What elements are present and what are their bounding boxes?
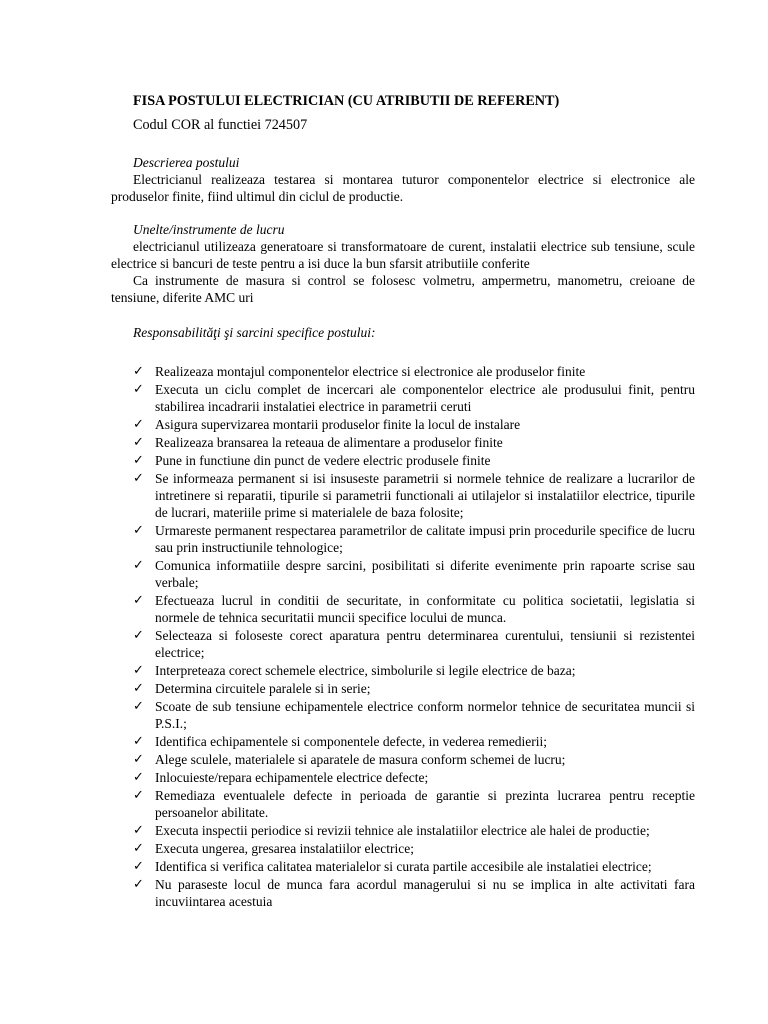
checkmark-icon: ✓	[133, 663, 144, 678]
list-item	[133, 522, 695, 556]
checkmark-icon: ✓	[133, 453, 144, 468]
list-item-text: Interpreteaza corect schemele electrice, simbolurile si legile electrice de baza;	[155, 663, 576, 678]
list-item-text: Inlocuieste/repara echipamentele electrice defecte;	[155, 770, 429, 785]
checkmark-icon: ✓	[133, 435, 144, 450]
list-item-text: Executa inspectii periodice si revizii tehnice ale instalatiilor electrice ale halei de productie;	[155, 823, 650, 838]
document-title: FISA POSTULUI ELECTRICIAN (CU ATRIBUTII DE REFERENT)	[133, 93, 560, 109]
list-item	[133, 662, 695, 679]
checkmark-icon: ✓	[133, 382, 144, 397]
checkmark-icon: ✓	[133, 823, 144, 838]
checkmark-icon: ✓	[133, 752, 144, 767]
cor-code: Codul COR al functiei 724507	[133, 117, 308, 133]
list-item-text: Realizeaza montajul componentelor electrice si electronice ale produselor finite	[155, 364, 586, 379]
checkmark-icon: ✓	[133, 770, 144, 785]
list-item	[133, 840, 695, 857]
list-item	[133, 680, 695, 697]
list-item	[133, 822, 695, 839]
checkmark-icon: ✓	[133, 681, 144, 696]
list-item	[133, 452, 695, 469]
document-body	[111, 92, 695, 911]
list-item-text: Scoate de sub tensiune echipamentele electrice conform normelor tehnice de securitatea muncii si P.S.I.;	[155, 699, 695, 731]
list-item-text: Selecteaza si foloseste corect aparatura pentru determinarea curentului, tensiunii si rezistentei electrice;	[155, 628, 695, 660]
tools-heading: Unelte/instrumente de lucru	[133, 222, 285, 237]
list-item-text: Identifica echipamentele si componentele defecte, in vederea remedierii;	[155, 734, 548, 749]
list-item	[133, 381, 695, 415]
responsibilities-list	[111, 363, 695, 910]
list-item-text: Executa un ciclu complet de incercari ale componentelor electrice ale produsului finit, pentru stabilirea incadrarii instalatiei electrice in parametrii ceruti	[155, 382, 695, 414]
checkmark-icon: ✓	[133, 417, 144, 432]
list-item	[133, 876, 695, 910]
list-item	[133, 769, 695, 786]
list-item-text: Identifica si verifica calitatea materialelor si curata partile accesibile ale instalatiei electrice;	[155, 859, 652, 874]
list-item-text: Remediaza eventualele defecte in perioada de garantie si prezinta lucrarea pentru receptie persoanelor abilitate.	[155, 788, 695, 820]
list-item-text: Efectueaza lucrul in conditii de securitate, in conformitate cu politica societatii, legislatia si normele de tehnica securitatii muncii specifice locului de munca.	[155, 593, 695, 625]
checkmark-icon: ✓	[133, 471, 144, 486]
list-item-text: Alege sculele, materialele si aparatele de masura conform schemei de lucru;	[155, 752, 566, 767]
checkmark-icon: ✓	[133, 841, 144, 856]
list-item-text: Realizeaza bransarea la reteaua de alimentare a produselor finite	[155, 435, 503, 450]
list-item-text: Executa ungerea, gresarea instalatiilor electrice;	[155, 841, 414, 856]
checkmark-icon: ✓	[133, 877, 144, 892]
list-item	[133, 557, 695, 591]
checkmark-icon: ✓	[133, 859, 144, 874]
list-item	[133, 787, 695, 821]
list-item	[133, 416, 695, 433]
list-item	[133, 858, 695, 875]
list-item	[133, 627, 695, 661]
description-heading: Descrierea postului	[133, 155, 240, 170]
list-item	[133, 751, 695, 768]
checkmark-icon: ✓	[133, 523, 144, 538]
checkmark-icon: ✓	[133, 788, 144, 803]
checkmark-icon: ✓	[133, 593, 144, 608]
list-item	[133, 470, 695, 521]
list-item-text: Asigura supervizarea montarii produselor finite la locul de instalare	[155, 417, 521, 432]
checkmark-icon: ✓	[133, 364, 144, 379]
list-item-text: Pune in functiune din punct de vedere electric produsele finite	[155, 453, 491, 468]
responsibilities-heading: Responsabilităţi şi sarcini specifice postului:	[133, 325, 376, 340]
list-item	[133, 363, 695, 380]
checkmark-icon: ✓	[133, 628, 144, 643]
description-paragraph: Electricianul realizeaza testarea si montarea tuturor componentelor electrice si electronice ale produselor finite, fiind ultimul din ciclul de productie.	[111, 172, 695, 204]
list-item	[133, 592, 695, 626]
tools-paragraph: Ca instrumente de masura si control se folosesc volmetru, ampermetru, manometru, creioane de tensiune, diferite AMC uri	[111, 273, 695, 305]
tools-paragraph: electricianul utilizeaza generatoare si transformatoare de curent, instalatii electrice sub tensiune, scule electrice si bancuri de teste pentru a isi duce la bun sfarsit atributiile conferite	[111, 239, 695, 271]
list-item-text: Urmareste permanent respectarea parametrilor de calitate impusi prin procedurile specifice de lucru sau prin instructiunile tehnologice;	[155, 523, 695, 555]
list-item-text: Comunica informatiile despre sarcini, posibilitati si diferite evenimente prin rapoarte scrise sau verbale;	[155, 558, 695, 590]
checkmark-icon: ✓	[133, 699, 144, 714]
list-item	[133, 434, 695, 451]
list-item	[133, 733, 695, 750]
list-item-text: Determina circuitele paralele si in serie;	[155, 681, 371, 696]
list-item-text: Se informeaza permanent si isi insuseste parametrii si normele tehnice de realizare a lucrarilor de intretinere si reparatii, tipurile si parametrii functionali ai utilajelor si instalatiilor electrice, tipurile de lucrari, materiile prime si materialele de baza folosite;	[155, 471, 695, 520]
checkmark-icon: ✓	[133, 558, 144, 573]
checkmark-icon: ✓	[133, 734, 144, 749]
list-item	[133, 698, 695, 732]
list-item-text: Nu paraseste locul de munca fara acordul managerului si nu se implica in alte activitati fara incuviintarea acestuia	[155, 877, 695, 909]
